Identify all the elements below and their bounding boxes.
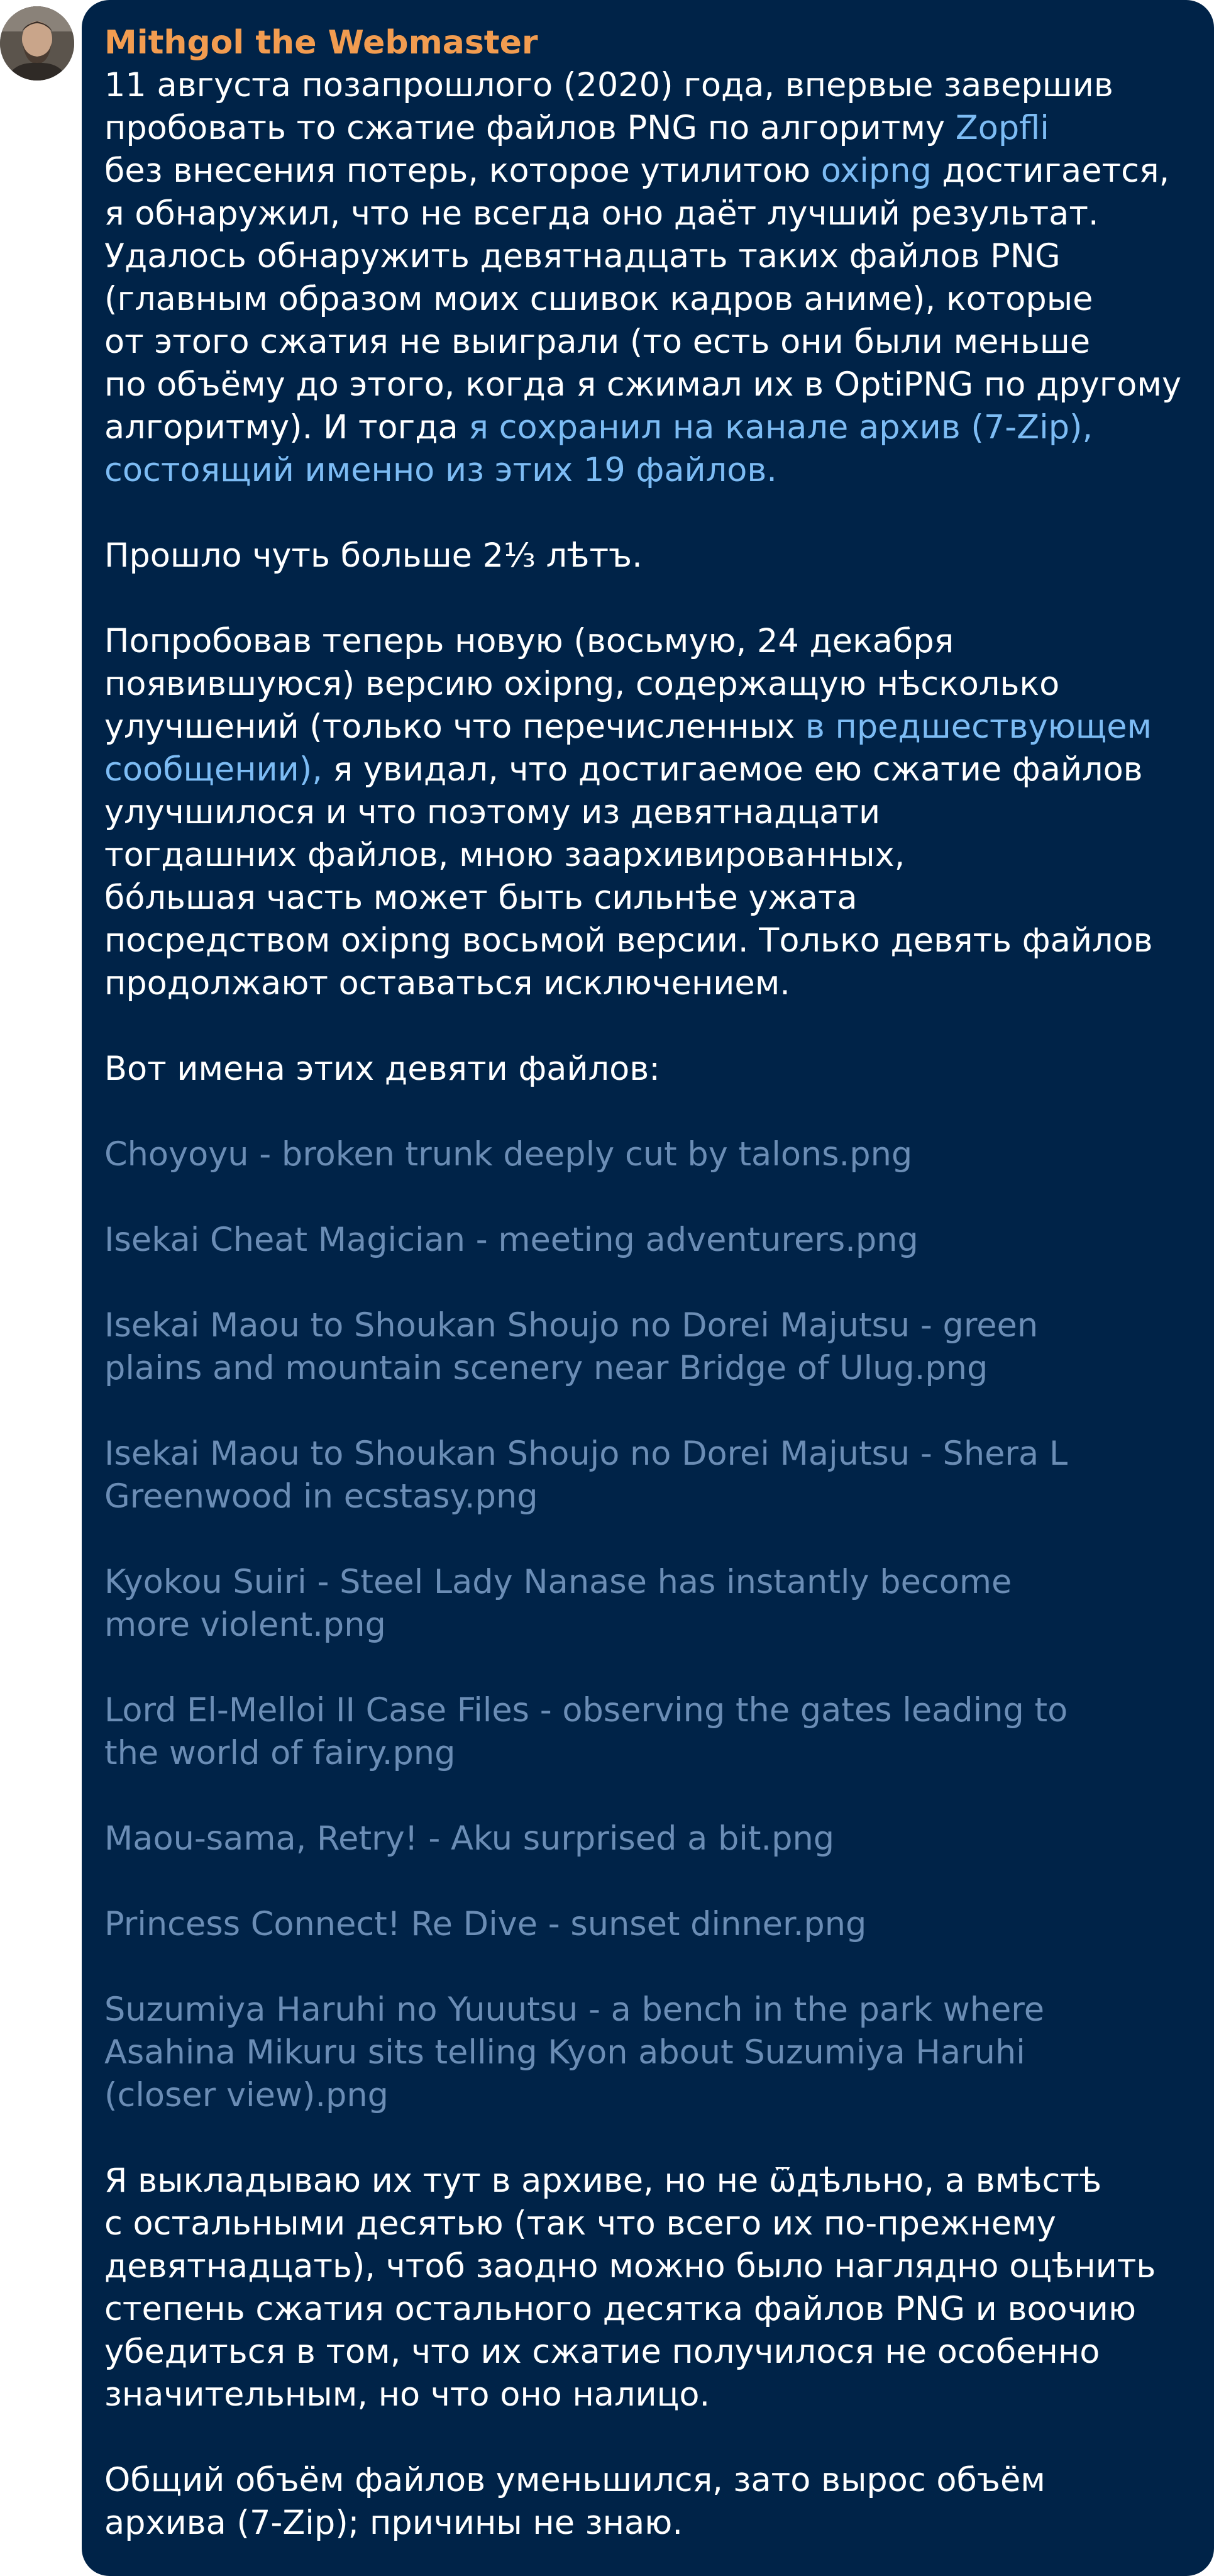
text-line: бо́льшая часть может быть сильнѣе ужата <box>104 879 858 917</box>
text-line: с остальными десятью (так что всего их по-прежнему <box>104 2204 1056 2243</box>
paragraph-gap <box>104 1518 1183 1561</box>
text-line: посредством oxipng восьмой версии. Только девять файлов <box>104 921 1153 960</box>
author-name[interactable]: Mithgol the Webmaster <box>104 24 538 62</box>
paragraph-gap <box>104 1646 1183 1689</box>
text-line <box>104 107 1183 150</box>
paragraph-gap <box>104 1176 1183 1219</box>
text-line: Удалось обнаружить девятнадцать таких файлов PNG <box>104 237 1061 275</box>
text-span: пробовать то сжатие файлов PNG по алгоритму <box>104 109 956 147</box>
file-name: Greenwood in ecstasy.png <box>104 1477 538 1516</box>
text-line <box>104 706 1183 748</box>
text-line <box>104 150 1183 192</box>
file-name: Princess Connect! Re Dive - sunset dinner.png <box>104 1905 867 1943</box>
file-name: Kyokou Suiri - Steel Lady Nanase has instantly become <box>104 1563 1012 1601</box>
link-previous-message-cont[interactable]: сообщении), <box>104 750 323 789</box>
text-line: от этого сжатия не выиграли (то есть они были меньше <box>104 323 1091 361</box>
text-span: улучшений (только что перечисленных <box>104 708 805 746</box>
paragraph-gap <box>104 1005 1183 1048</box>
text-span: алгоритму). И тогда <box>104 408 469 447</box>
paragraph-gap <box>104 1262 1183 1304</box>
text-line <box>104 449 1183 492</box>
paragraph-gap <box>104 2117 1183 2160</box>
file-name: plains and mountain scenery near Bridge of Ulug.png <box>104 1349 988 1387</box>
text-line <box>104 748 1183 791</box>
file-name: Maou-sama, Retry! - Aku surprised a bit.png <box>104 1819 835 1858</box>
text-span: достигается, <box>931 152 1170 190</box>
paragraph-gap <box>104 1860 1183 1903</box>
text-line: убедиться в том, что их сжатие получилося не особенно <box>104 2333 1100 2371</box>
file-name: (closer view).png <box>104 2076 389 2114</box>
text-line: архива (7-Zip); причины не знаю. <box>104 2504 683 2542</box>
text-line: Общий объём файлов уменьшился, зато вырос объём <box>104 2461 1046 2499</box>
message-bubble <box>82 0 1214 2576</box>
file-name: Choyoyu - broken trunk deeply cut by talons.png <box>104 1135 913 1174</box>
paragraph-gap <box>104 1390 1183 1433</box>
text-span: без внесения потерь, которое утилитою <box>104 152 821 190</box>
paragraph-gap <box>104 492 1183 535</box>
text-span: я увидал, что достигаемое ею сжатие файлов <box>322 750 1143 789</box>
paragraph-gap <box>104 1091 1183 1133</box>
text-line: я обнаружил, что не всегда оно даёт лучший результат. <box>104 194 1099 233</box>
text-line: девятнадцать), чтоб заодно можно было наглядно оцѣнить <box>104 2247 1156 2285</box>
paragraph-gap <box>104 577 1183 620</box>
link-archive-cont[interactable]: состоящий именно из этих 19 файлов. <box>104 451 777 489</box>
file-name: Isekai Maou to Shoukan Shoujo no Dorei Majutsu - Shera L <box>104 1435 1068 1473</box>
message-text <box>104 64 1183 2545</box>
text-line <box>104 406 1183 449</box>
file-name: Suzumiya Haruhi no Yuuutsu - a bench in the park where <box>104 1990 1045 2029</box>
text-line: Попробовав теперь новую (восьмую, 24 декабря <box>104 622 954 660</box>
text-line: тогдашних файлов, мною заархивированных, <box>104 836 905 874</box>
file-name: Lord El-Melloi II Case Files - observing the gates leading to <box>104 1691 1068 1729</box>
avatar-image <box>0 6 74 80</box>
text-line: Вот имена этих девяти файлов: <box>104 1050 660 1088</box>
file-name: the world of fairy.png <box>104 1734 456 1772</box>
text-line: значительным, но что оно налицо. <box>104 2375 710 2414</box>
text-line: по объёму до этого, когда я сжимал их в OptiPNG по другому <box>104 365 1182 404</box>
paragraph-gap <box>104 2416 1183 2459</box>
text-line: продолжают оставаться исключением. <box>104 964 790 1002</box>
paragraph-gap <box>104 1946 1183 1989</box>
text-line: степень сжатия остального десятка файлов PNG и воочию <box>104 2290 1137 2328</box>
file-name: Isekai Cheat Magician - meeting adventurers.png <box>104 1221 919 1259</box>
file-name: Asahina Mikuru sits telling Kyon about Suzumiya Haruhi <box>104 2033 1025 2072</box>
text-line: появившуюся) версию oxipng, содержащую нѣсколько <box>104 665 1060 703</box>
paragraph-gap <box>104 1775 1183 1818</box>
link-oxipng[interactable]: oxipng <box>820 152 932 190</box>
text-line: Прошло чуть больше 2⅓ лѣтъ. <box>104 536 643 575</box>
text-line: (главным образом моих сшивок кадров аниме), которые <box>104 280 1093 318</box>
link-archive[interactable]: я сохранил на канале архив (7-Zip), <box>468 408 1093 447</box>
link-previous-message[interactable]: в предшествующем <box>805 708 1152 746</box>
avatar[interactable] <box>0 6 74 80</box>
text-line: улучшилося и что поэтому из девятнадцати <box>104 793 881 831</box>
file-name: more violent.png <box>104 1606 386 1644</box>
file-name: Isekai Maou to Shoukan Shoujo no Dorei Majutsu - green <box>104 1306 1039 1345</box>
link-zopfli[interactable]: Zopfli <box>955 109 1049 147</box>
text-line: 11 августа позапрошлого (2020) года, впервые завершив <box>104 66 1113 104</box>
text-line: Я выкладываю их тут в архиве, но не ѿдѣльно, а вмѣстѣ <box>104 2162 1102 2200</box>
